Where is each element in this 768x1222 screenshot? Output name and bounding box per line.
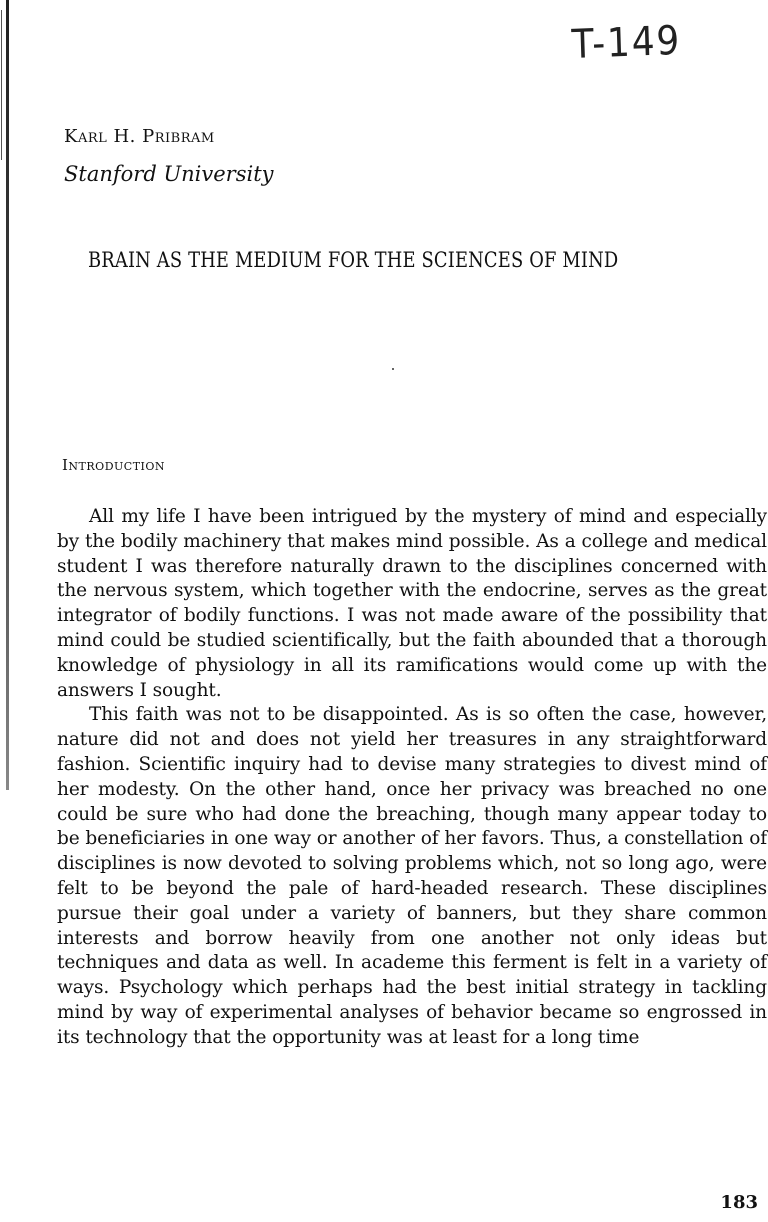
article-title: BRAIN AS THE MEDIUM FOR THE SCIENCES OF MIND — [88, 248, 619, 272]
paragraph-1: All my life I have been intrigued by the mystery of mind and especially by the bodily machinery that makes mind possible. As a college and medical student I was therefore naturally drawn to the disciplines concerned with the nervous system, which together with the endocrine, serves as the great integrator of bodily functions. I was not made aware of the possibility that mind could be studied scientifically, but the faith abounded that a thorough knowledge of physiology in all its ramifications would come up with the answers I sought. — [57, 506, 767, 701]
section-heading: Introduction — [62, 456, 166, 474]
paragraph-2: This faith was not to be disappointed. As is so often the case, however, nature did not and does not yield her treasures in any straightforward fashion. Scientific inquiry had to devise many strategies to divest mind of her modesty. On the other hand, once her privacy was breached no one could be sure who had done the breaching, though many appear today to be beneficiaries in one way or another of her favors. Thus, a constellation of disciplines is now devoted to solving problems which, not so long ago, were felt to be beyond the pale of hard-headed research. These disciplines pursue their goal under a variety of banners, but they share common interests and borrow heavily from one another not only ideas but techniques and data as well. In academe this ferment is felt in a variety of ways. Psychology which perhaps had the best initial strategy in tackling mind by way of experimental analyses of behavior became so engrossed in its technology that the opportunity was at least for a long time — [57, 704, 767, 1048]
handwritten-reference-note: T-149 — [571, 17, 682, 68]
scan-binding-edge — [6, 0, 9, 790]
scan-binding-edge-secondary — [1, 10, 2, 160]
scan-speck — [392, 368, 394, 370]
body-text — [57, 505, 767, 1051]
author-affiliation: Stanford University — [64, 162, 274, 186]
page-number: 183 — [720, 1192, 758, 1213]
author-name: Karl H. Pribram — [64, 126, 215, 147]
